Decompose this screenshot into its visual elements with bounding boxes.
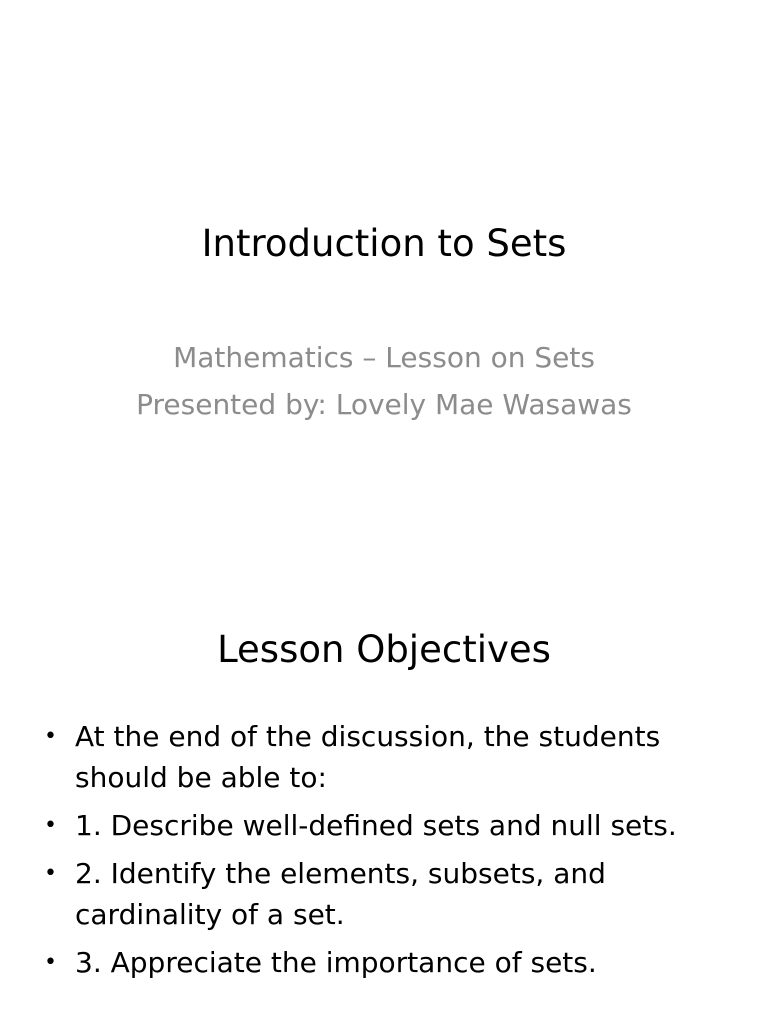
list-item — [44, 942, 724, 983]
slide-title: Introduction to Sets — [201, 222, 567, 265]
list-item — [44, 716, 724, 798]
slide-subtitle — [0, 334, 768, 428]
list-item-text: 1. Describe well-defined sets and null sets. — [75, 809, 677, 842]
subtitle-line-presenter: Presented by: Lovely Mae Wasawas — [136, 388, 632, 421]
objectives-slide — [0, 576, 768, 1024]
list-item-text: 2. Identify the elements, subsets, and cardinality of a set. — [75, 857, 606, 931]
slide-title: Lesson Objectives — [217, 628, 551, 671]
bullet-icon: • — [44, 813, 57, 838]
list-item — [44, 853, 724, 935]
bullet-icon: • — [44, 724, 57, 749]
bullet-icon: • — [44, 950, 57, 975]
list-item-text: At the end of the discussion, the students should be able to: — [75, 720, 661, 794]
bullet-icon: • — [44, 861, 57, 886]
list-item-text: 3. Appreciate the importance of sets. — [75, 946, 597, 979]
list-item — [44, 805, 724, 846]
subtitle-line-subject: Mathematics – Lesson on Sets — [173, 341, 595, 374]
objectives-list — [44, 716, 724, 990]
